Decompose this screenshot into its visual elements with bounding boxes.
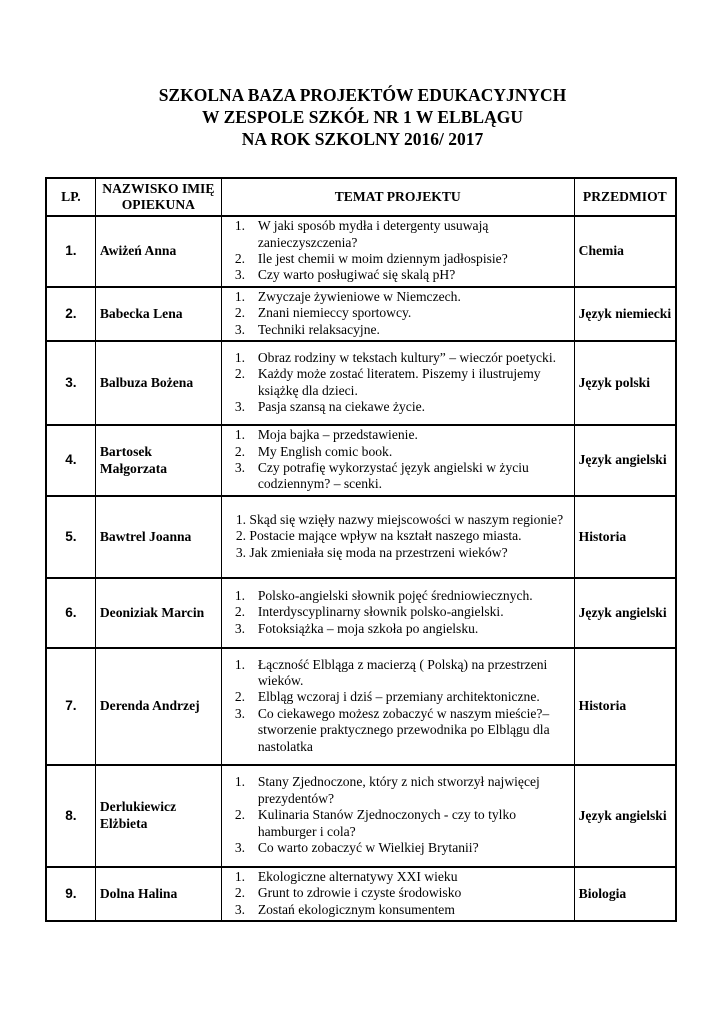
topic-list <box>222 657 574 755</box>
topic-text: Czy potrafię wykorzystać język angielski w życiu codziennym? – scenki. <box>257 460 529 492</box>
topic-list <box>222 350 574 416</box>
table-row <box>46 496 676 578</box>
topic-number: 3. <box>234 901 246 917</box>
topic-number: 3. <box>234 321 246 337</box>
topic-item <box>222 807 574 840</box>
topic-text: Obraz rodziny w tekstach kultury” – wieczór poetycki. <box>257 349 557 365</box>
project-topics <box>221 578 574 648</box>
topic-number: 3. <box>234 705 246 721</box>
table-row <box>46 765 676 867</box>
topic-list <box>222 218 574 284</box>
topic-item <box>222 512 574 528</box>
topic-number: 1. <box>234 587 246 603</box>
row-number: 2. <box>46 287 95 341</box>
topic-number: 3. <box>234 620 246 636</box>
topic-item <box>222 885 574 901</box>
title-line-1: SZKOLNA BAZA PROJEKTÓW EDUKACYJNYCH <box>158 85 567 105</box>
table-row <box>46 287 676 341</box>
topic-item <box>222 869 574 885</box>
header-topic: TEMAT PROJEKTU <box>221 178 574 216</box>
topic-text: Interdyscyplinarny słownik polsko-angielski. <box>257 604 504 620</box>
header-subject: PRZEDMIOT <box>574 178 676 216</box>
header-lp: LP. <box>46 178 95 216</box>
topic-item <box>222 399 574 415</box>
row-number: 1. <box>46 216 95 287</box>
topic-text: Łączność Elbląga z macierzą ( Polską) na przestrzeni wieków. <box>257 656 548 689</box>
topic-number: 3. <box>234 267 246 283</box>
row-number: 7. <box>46 648 95 765</box>
table-row <box>46 216 676 287</box>
topic-number: 2. <box>234 807 246 823</box>
topic-text: Zwyczaje żywieniowe w Niemczech. <box>257 289 461 304</box>
topic-text: Co ciekawego możesz zobaczyć w naszym mieście?– stworzenie praktycznego przewodnika po Elblągu dla nastolatka <box>257 705 550 754</box>
topic-text: Stany Zjednoczone, który z nich stworzył najwięcej prezydentów? <box>257 774 540 806</box>
project-topics <box>221 216 574 287</box>
subject: Historia <box>574 496 676 578</box>
subject: Chemia <box>574 216 676 287</box>
subject: Język polski <box>574 341 676 425</box>
topic-text: Czy warto posługiwać się skalą pH? <box>257 267 456 283</box>
topic-number: 2. <box>235 528 250 544</box>
topic-list <box>222 774 574 856</box>
topic-item <box>222 840 574 856</box>
topic-number: 2. <box>234 305 246 321</box>
subject: Historia <box>574 648 676 765</box>
topic-number: 3. <box>235 544 250 560</box>
topic-number: 2. <box>234 885 246 901</box>
topic-number: 1. <box>234 868 246 884</box>
topic-list <box>222 427 574 493</box>
topic-item <box>222 706 574 755</box>
topic-item <box>222 305 574 321</box>
title-line-2: W ZESPOLE SZKÓŁ NR 1 W ELBLĄGU <box>202 107 523 127</box>
supervisor-name: Bawtrel Joanna <box>95 496 221 578</box>
table-row <box>46 648 676 765</box>
topic-number: 1. <box>234 656 246 672</box>
supervisor-name: Derenda Andrzej <box>95 648 221 765</box>
table-row <box>46 425 676 496</box>
topic-text: Pasja szansą na ciekawe życie. <box>257 399 426 415</box>
topic-text: Postacie mające wpływ na kształt naszego miasta. <box>249 528 522 544</box>
header-row <box>46 178 676 216</box>
topic-number: 1. <box>234 289 246 304</box>
topic-text: My English comic book. <box>257 443 393 459</box>
topic-number: 1. <box>234 218 246 234</box>
subject: Język angielski <box>574 578 676 648</box>
subject: Język angielski <box>574 765 676 867</box>
topic-text: Kulinaria Stanów Zjednoczonych - czy to tylko hamburger i cola? <box>257 807 517 839</box>
title-line-3: NA ROK SZKOLNY 2016/ 2017 <box>241 129 484 149</box>
topic-text: Fotoksiążka – moja szkoła po angielsku. <box>257 620 479 636</box>
topic-text: Techniki relaksacyjne. <box>257 321 380 337</box>
topic-text: Jak zmieniała się moda na przestrzeni wieków? <box>249 544 508 560</box>
supervisor-name: Babecka Lena <box>95 287 221 341</box>
supervisor-name: Deoniziak Marcin <box>95 578 221 648</box>
subject: Język niemiecki <box>574 287 676 341</box>
topic-item <box>222 218 574 251</box>
table-row <box>46 867 676 921</box>
topic-item <box>222 621 574 637</box>
topic-item <box>222 322 574 338</box>
topic-number: 3. <box>234 460 246 476</box>
row-number: 8. <box>46 765 95 867</box>
project-topics <box>221 648 574 765</box>
project-topics <box>221 425 574 496</box>
row-number: 3. <box>46 341 95 425</box>
topic-text: Polsko-angielski słownik pojęć średniowiecznych. <box>257 587 533 603</box>
supervisor-name: Bartosek Małgorzata <box>95 425 221 496</box>
table-body <box>46 216 676 921</box>
topic-item <box>222 689 574 705</box>
row-number: 9. <box>46 867 95 921</box>
topic-text: Każdy może zostać literatem. Piszemy i ilustrujemy książkę dla dzieci. <box>257 366 541 398</box>
topic-number: 2. <box>234 366 246 382</box>
topic-item <box>222 774 574 807</box>
subject: Biologia <box>574 867 676 921</box>
topic-item <box>222 427 574 443</box>
topic-list <box>222 512 574 561</box>
topic-number: 3. <box>234 839 246 855</box>
topic-text: Ekologiczne alternatywy XXI wieku <box>257 868 458 884</box>
topic-item <box>222 350 574 366</box>
project-topics <box>221 765 574 867</box>
topic-item <box>222 657 574 690</box>
row-number: 6. <box>46 578 95 648</box>
topic-text: Zostań ekologicznym konsumentem <box>257 901 455 917</box>
topic-text: Grunt to zdrowie i czyste środowisko <box>257 885 462 901</box>
topic-text: Skąd się wzięły nazwy miejscowości w naszym regionie? <box>249 511 564 527</box>
topic-text: W jaki sposób mydła i detergenty usuwają zanieczyszczenia? <box>257 218 489 250</box>
topic-list <box>222 588 574 637</box>
projects-table <box>45 177 677 922</box>
topic-item <box>222 251 574 267</box>
topic-item <box>222 588 574 604</box>
topic-text: Znani niemieccy sportowcy. <box>257 305 412 321</box>
project-topics <box>221 287 574 341</box>
topic-text: Moja bajka – przedstawienie. <box>257 427 418 443</box>
topic-number: 2. <box>234 689 246 705</box>
topic-item <box>222 604 574 620</box>
topic-item <box>222 366 574 399</box>
supervisor-name: Awiżeń Anna <box>95 216 221 287</box>
project-topics <box>221 496 574 578</box>
topic-text: Co warto zobaczyć w Wielkiej Brytanii? <box>257 839 479 855</box>
project-topics <box>221 341 574 425</box>
topic-number: 2. <box>234 443 246 459</box>
topic-item <box>222 289 574 305</box>
topic-number: 2. <box>234 604 246 620</box>
header-name: NAZWISKO IMIĘ OPIEKUNA <box>95 178 221 216</box>
topic-item <box>222 902 574 918</box>
table-row <box>46 578 676 648</box>
topic-item <box>222 460 574 493</box>
topic-text: Ile jest chemii w moim dziennym jadłospisie? <box>257 251 508 266</box>
topic-item <box>222 267 574 283</box>
supervisor-name: Derlukiewicz Elżbieta <box>95 765 221 867</box>
topic-list <box>222 869 574 918</box>
table-row <box>46 341 676 425</box>
supervisor-name: Balbuza Bożena <box>95 341 221 425</box>
page-title <box>0 84 725 150</box>
topic-number: 1. <box>234 349 246 365</box>
topic-item <box>222 444 574 460</box>
topic-number: 1. <box>234 774 246 790</box>
topic-number: 3. <box>234 399 246 415</box>
topic-list <box>222 289 574 338</box>
project-topics <box>221 867 574 921</box>
row-number: 5. <box>46 496 95 578</box>
topic-number: 1. <box>234 427 246 443</box>
topic-number: 2. <box>234 251 246 266</box>
topic-text: Elbląg wczoraj i dziś – przemiany architektoniczne. <box>257 689 540 705</box>
topic-item <box>222 528 574 544</box>
topic-item <box>222 545 574 561</box>
topic-number: 1. <box>235 511 250 527</box>
row-number: 4. <box>46 425 95 496</box>
supervisor-name: Dolna Halina <box>95 867 221 921</box>
subject: Język angielski <box>574 425 676 496</box>
